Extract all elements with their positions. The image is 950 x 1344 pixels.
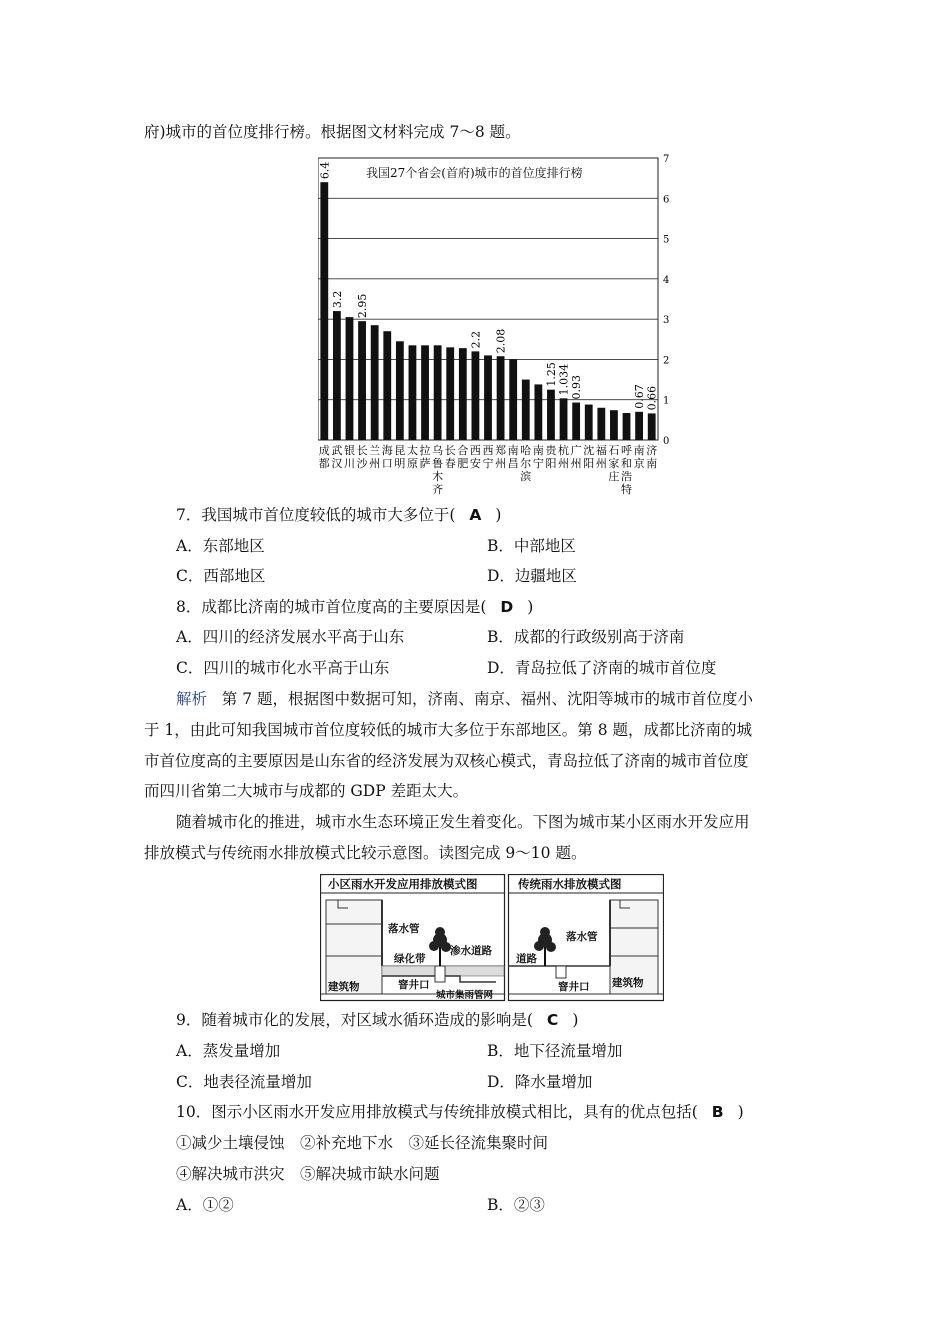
- left-label-permeable-road: 渗水道路: [450, 945, 492, 957]
- chart-x-category: 广州: [570, 444, 582, 470]
- q9-stem-text: 9．随着城市化的发展，对区域水循环造成的影响是(: [176, 1011, 533, 1029]
- right-label-manhole: 窨井口: [558, 981, 590, 993]
- chart-value-label: 2.95: [356, 293, 370, 319]
- q8-close: ): [527, 598, 534, 616]
- chart-bar: [446, 347, 454, 440]
- right-panel: [508, 875, 664, 1001]
- chart-x-category: 银川: [343, 444, 355, 470]
- rainwater-mode-figure: [320, 874, 664, 1002]
- chart-x-category: 南宁: [532, 444, 544, 470]
- chart-bar: [484, 355, 492, 440]
- chart-x-category: 贵阳: [545, 444, 557, 470]
- chart-bar: [497, 356, 505, 440]
- chart-bar: [472, 351, 480, 440]
- chart-x-category: 乌鲁木齐: [432, 444, 444, 496]
- chart-x-category: 福州: [595, 444, 607, 470]
- chart-x-category: 海口: [381, 444, 393, 470]
- q9-option-c: C．地表径流量增加: [176, 1073, 312, 1091]
- passage2-line-2: 排放模式与传统雨水排放模式比较示意图。读图完成 9～10 题。: [144, 844, 587, 862]
- q9-close: ): [572, 1011, 579, 1029]
- chart-x-category: 兰州: [369, 444, 381, 470]
- q10-option-b: B．②③: [487, 1196, 545, 1214]
- chart-y-tick-label: 4: [663, 274, 670, 286]
- chart-bars: [320, 182, 655, 440]
- chart-x-category: 杭州: [558, 444, 570, 470]
- chart-value-label: 6.4: [318, 161, 332, 180]
- chart-bar: [648, 413, 656, 440]
- chart-value-label: 1.25: [544, 362, 558, 387]
- chart-bar: [346, 317, 354, 440]
- left-label-downpipe: 落水管: [388, 923, 420, 935]
- chart-x-category: 济南: [646, 444, 658, 470]
- q10-stem-text: 10．图示小区雨水开发应用排放模式与传统排放模式相比，具有的优点包括(: [176, 1103, 698, 1121]
- chart-x-category: 拉萨: [419, 444, 431, 470]
- chart-x-category: 石家庄: [608, 444, 620, 483]
- chart-x-category: 西安: [469, 444, 481, 470]
- chart-bar: [522, 380, 530, 440]
- analysis-text-1: 第 7 题，根据图中数据可知，济南、南京、福州、沈阳等城市的城市首位度小: [221, 690, 754, 708]
- q8-option-a: A．四川的经济发展水平高于山东: [176, 628, 405, 646]
- chart-value-label: 2.2: [469, 330, 483, 349]
- q8-stem: [176, 597, 533, 617]
- q10-stem: [176, 1102, 744, 1122]
- left-label-building: 建筑物: [328, 981, 360, 993]
- chart-x-category: 太原: [406, 444, 418, 470]
- chart-y-tick-label: 2: [663, 355, 670, 367]
- right-label-downpipe: 落水管: [566, 931, 598, 943]
- q10-option-a: A．①②: [176, 1196, 234, 1214]
- chart-x-category: 武汉: [331, 444, 343, 470]
- chart-x-category: 南昌: [507, 444, 519, 470]
- chart-bar: [585, 405, 593, 440]
- chart-x-category: 长春: [444, 444, 456, 470]
- intro-line: 府)城市的首位度排行榜。根据图文材料完成 7～8 题。: [144, 123, 521, 141]
- q8-stem-text: 8．成都比济南的城市首位度高的主要原因是(: [176, 598, 487, 616]
- q8-option-b: B．成都的行政级别高于济南: [487, 628, 685, 646]
- chart-bar: [409, 345, 417, 440]
- chart-primacy-ranking: [318, 152, 678, 500]
- q10-items-1: ①减少土壤侵蚀 ②补充地下水 ③延长径流集聚时间: [176, 1134, 549, 1152]
- chart-y-tick-label: 6: [663, 194, 670, 206]
- chart-value-label: 0.93: [570, 375, 584, 400]
- chart-x-category: 合肥: [457, 444, 469, 470]
- q7-stem: [176, 505, 501, 525]
- q8-option-d: D．青岛拉低了济南的城市首位度: [487, 659, 717, 677]
- chart-value-label: 1.034: [557, 363, 571, 396]
- chart-bar: [396, 341, 404, 440]
- chart-x-category: 长沙: [356, 444, 368, 470]
- chart-bar: [572, 403, 580, 440]
- chart-bar: [434, 345, 442, 440]
- left-building: [326, 900, 382, 994]
- q7-close: ): [495, 506, 502, 524]
- q10-answer: B: [711, 1103, 724, 1121]
- chart-bar: [320, 182, 328, 440]
- q7-option-a: A．东部地区: [176, 537, 265, 555]
- chart-y-tick-label: 5: [663, 234, 670, 246]
- chart-bar: [534, 384, 542, 440]
- chart-value-label: 2.08: [494, 328, 508, 354]
- chart-bar: [635, 412, 643, 440]
- chart-title: 我国27个省会(首府)城市的首位度排行榜: [366, 166, 583, 180]
- chart-x-category: 沈阳: [583, 444, 595, 470]
- q7-answer: A: [469, 506, 482, 524]
- left-panel: [320, 875, 505, 1002]
- chart-x-categories: [319, 443, 657, 496]
- chart-y-ticks: [663, 154, 669, 447]
- q7-option-b: B．中部地区: [487, 537, 576, 555]
- chart-y-tick-label: 1: [663, 395, 670, 407]
- q10-close: ): [737, 1103, 744, 1121]
- chart-x-category: 呼和浩特: [621, 444, 633, 496]
- passage2-line-1: 随着城市化的推进，城市水生态环境正发生着变化。下图为城市某小区雨水开发应用: [176, 813, 750, 831]
- q7-option-c: C．西部地区: [176, 567, 266, 585]
- chart-bar: [610, 410, 618, 440]
- chart-value-label: 0.66: [645, 385, 659, 411]
- analysis-line-1: [176, 689, 753, 709]
- left-panel-title: 小区雨水开发应用排放模式图: [328, 877, 478, 891]
- left-label-manhole: 窨井口: [398, 979, 430, 991]
- chart-x-category: 哈尔滨: [520, 444, 532, 483]
- chart-bar: [560, 398, 568, 440]
- q10-items-2: ④解决城市洪灾 ⑤解决城市缺水问题: [176, 1165, 440, 1183]
- chart-y-tick-label: 0: [663, 436, 670, 447]
- chart-bar: [509, 359, 517, 440]
- chart-bar: [623, 413, 631, 440]
- chart-value-label: 3.2: [330, 290, 344, 309]
- chart-bar: [547, 390, 555, 440]
- chart-y-tick-label: 7: [663, 154, 670, 165]
- q9-answer: C: [546, 1011, 559, 1029]
- chart-bar: [333, 311, 341, 440]
- chart-bar: [383, 331, 391, 440]
- analysis-line-4: 而四川省第二大城市与成都的 GDP 差距太大。: [144, 782, 469, 800]
- q7-option-d: D．边疆地区: [487, 567, 577, 585]
- chart-x-category: 昆明: [394, 444, 406, 470]
- q9-option-a: A．蒸发量增加: [176, 1042, 281, 1060]
- chart-x-category: 郑州: [495, 444, 507, 470]
- left-label-green-belt: 绿化带: [394, 953, 426, 965]
- q8-option-c: C．四川的城市化水平高于山东: [176, 659, 390, 677]
- analysis-line-2: 于 1，由此可知我国城市首位度较低的城市大多位于东部地区。第 8 题，成都比济南的城: [144, 721, 753, 739]
- chart-value-label: 0.67: [633, 384, 647, 409]
- q7-stem-text: 7．我国城市首位度较低的城市大多位于(: [176, 506, 456, 524]
- analysis-line-3: 市首位度高的主要原因是山东省的经济发展为双核心模式，青岛拉低了济南的城市首位度: [144, 752, 749, 770]
- q9-stem: [176, 1010, 578, 1030]
- right-label-road: 道路: [516, 953, 537, 965]
- chart-x-category: 南京: [633, 444, 645, 470]
- chart-bar: [459, 348, 467, 440]
- analysis-keyword: 解析: [176, 690, 208, 708]
- q9-option-b: B．地下径流量增加: [487, 1042, 623, 1060]
- chart-y-tick-label: 3: [663, 315, 670, 327]
- chart-bar: [597, 408, 605, 440]
- chart-bar: [371, 325, 379, 440]
- left-label-pipe-network: 城市集雨管网: [436, 990, 494, 1001]
- q9-option-d: D．降水量增加: [487, 1073, 593, 1091]
- right-panel-title: 传统雨水排放模式图: [518, 877, 622, 891]
- q8-answer: D: [500, 598, 514, 616]
- chart-bar: [421, 345, 429, 440]
- chart-x-category: 西宁: [482, 444, 494, 470]
- chart-bar: [358, 321, 366, 440]
- right-label-building: 建筑物: [612, 977, 644, 989]
- chart-x-category: 成都: [318, 444, 330, 470]
